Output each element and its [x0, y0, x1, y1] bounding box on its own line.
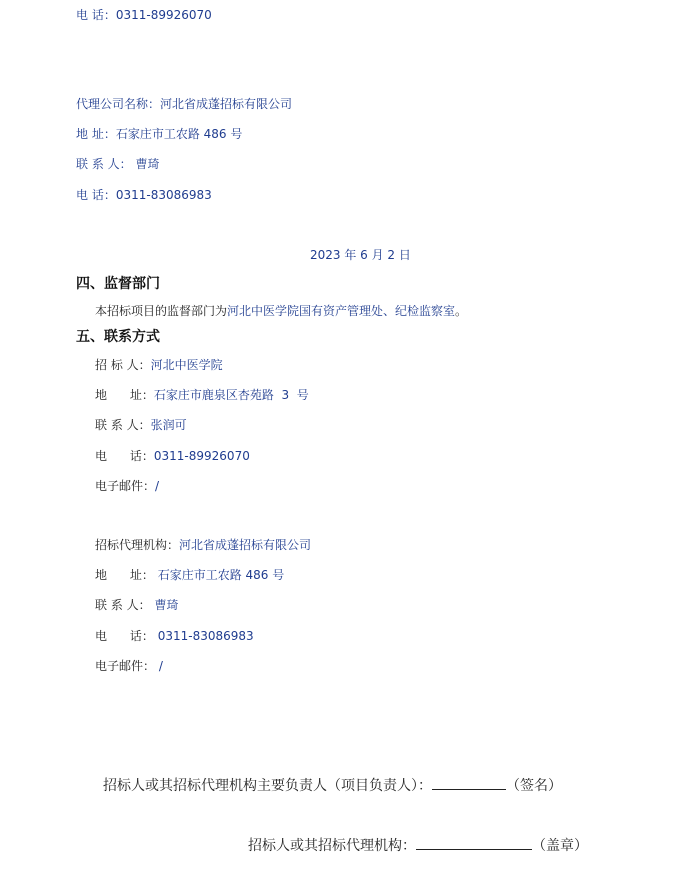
agency-org-email-line: [95, 659, 163, 673]
agency-name-value: 河北省成蓬招标有限公司: [160, 97, 293, 111]
top-phone-value: 0311-89926070: [115, 8, 212, 22]
tenderer-address-line: [95, 388, 309, 402]
signature-line-2: [248, 837, 588, 854]
section4-body: [95, 304, 467, 318]
tenderer-value: 河北中医学院: [150, 358, 223, 372]
agency-org-email-label: 电子邮件：: [95, 659, 156, 673]
top-phone-label: 电 话：: [76, 8, 116, 22]
top-phone-line: [76, 8, 212, 22]
signature-1-suffix: （签名）: [506, 778, 562, 794]
section4-body-suffix: 。: [455, 304, 468, 318]
agency-address-line: [76, 127, 242, 141]
agency-org-value: 河北省成蓬招标有限公司: [179, 538, 312, 552]
tenderer-email-label: 电子邮件：: [95, 479, 156, 493]
agency-org-email-value: /: [155, 659, 163, 673]
section5-heading: 五、联系方式: [76, 329, 160, 345]
agency-org-address-value: 石家庄市工农路 486 号: [153, 568, 285, 582]
agency-org-label: 招标代理机构：: [95, 538, 180, 552]
agency-org-contact-label: 联 系 人：: [95, 598, 151, 612]
agency-contact-label: 联 系 人：: [76, 157, 132, 171]
section4-heading: 四、监督部门: [76, 276, 160, 292]
agency-org-address-line: [95, 568, 284, 582]
agency-name-label: 代理公司名称：: [76, 97, 161, 111]
tenderer-contact-label: 联 系 人：: [95, 418, 151, 432]
tenderer-email-line: [95, 479, 159, 493]
agency-org-contact-value: 曹琦: [150, 598, 179, 612]
announcement-date: 2023 年 6 月 2 日: [310, 248, 411, 262]
signature-1-prefix: 招标人或其招标代理机构主要负责人（项目负责人）：: [103, 778, 432, 794]
tenderer-contact-line: [95, 418, 187, 432]
agency-org-contact-line: [95, 598, 178, 612]
tenderer-phone-line: [95, 449, 250, 463]
agency-phone-line: [76, 188, 212, 202]
section4-body-prefix: 本招标项目的监督部门为: [95, 304, 228, 318]
tenderer-address-value: 石家庄市鹿泉区杏苑路 3 号: [153, 388, 309, 402]
tenderer-email-value: /: [155, 479, 160, 493]
agency-phone-label: 电 话：: [76, 188, 116, 202]
signature-2-blank[interactable]: [416, 837, 532, 850]
agency-org-phone-line: [95, 629, 254, 643]
agency-address-value: 石家庄市工农路 486 号: [115, 127, 243, 141]
agency-name-line: [76, 97, 292, 111]
agency-org-address-label: 地 址：: [95, 568, 154, 582]
agency-org-phone-label: 电 话：: [95, 629, 154, 643]
agency-phone-value: 0311-83086983: [115, 188, 212, 202]
agency-org-line: [95, 538, 311, 552]
agency-org-phone-value: 0311-83086983: [153, 629, 254, 643]
signature-line-1: [103, 777, 562, 794]
tenderer-line: [95, 358, 223, 372]
signature-2-suffix: （盖章）: [532, 838, 588, 854]
signature-1-blank[interactable]: [432, 777, 506, 790]
agency-address-label: 地 址：: [76, 127, 116, 141]
section4-body-value: 河北中医学院国有资产管理处、纪检监察室: [227, 304, 456, 318]
tenderer-address-label: 地 址：: [95, 388, 154, 402]
tenderer-contact-value: 张润可: [150, 418, 187, 432]
tenderer-label: 招 标 人：: [95, 358, 151, 372]
tenderer-phone-value: 0311-89926070: [153, 449, 250, 463]
agency-contact-value: 曹琦: [131, 157, 160, 171]
tenderer-phone-label: 电 话：: [95, 449, 154, 463]
signature-2-prefix: 招标人或其招标代理机构：: [248, 838, 416, 854]
agency-contact-line: [76, 157, 159, 171]
